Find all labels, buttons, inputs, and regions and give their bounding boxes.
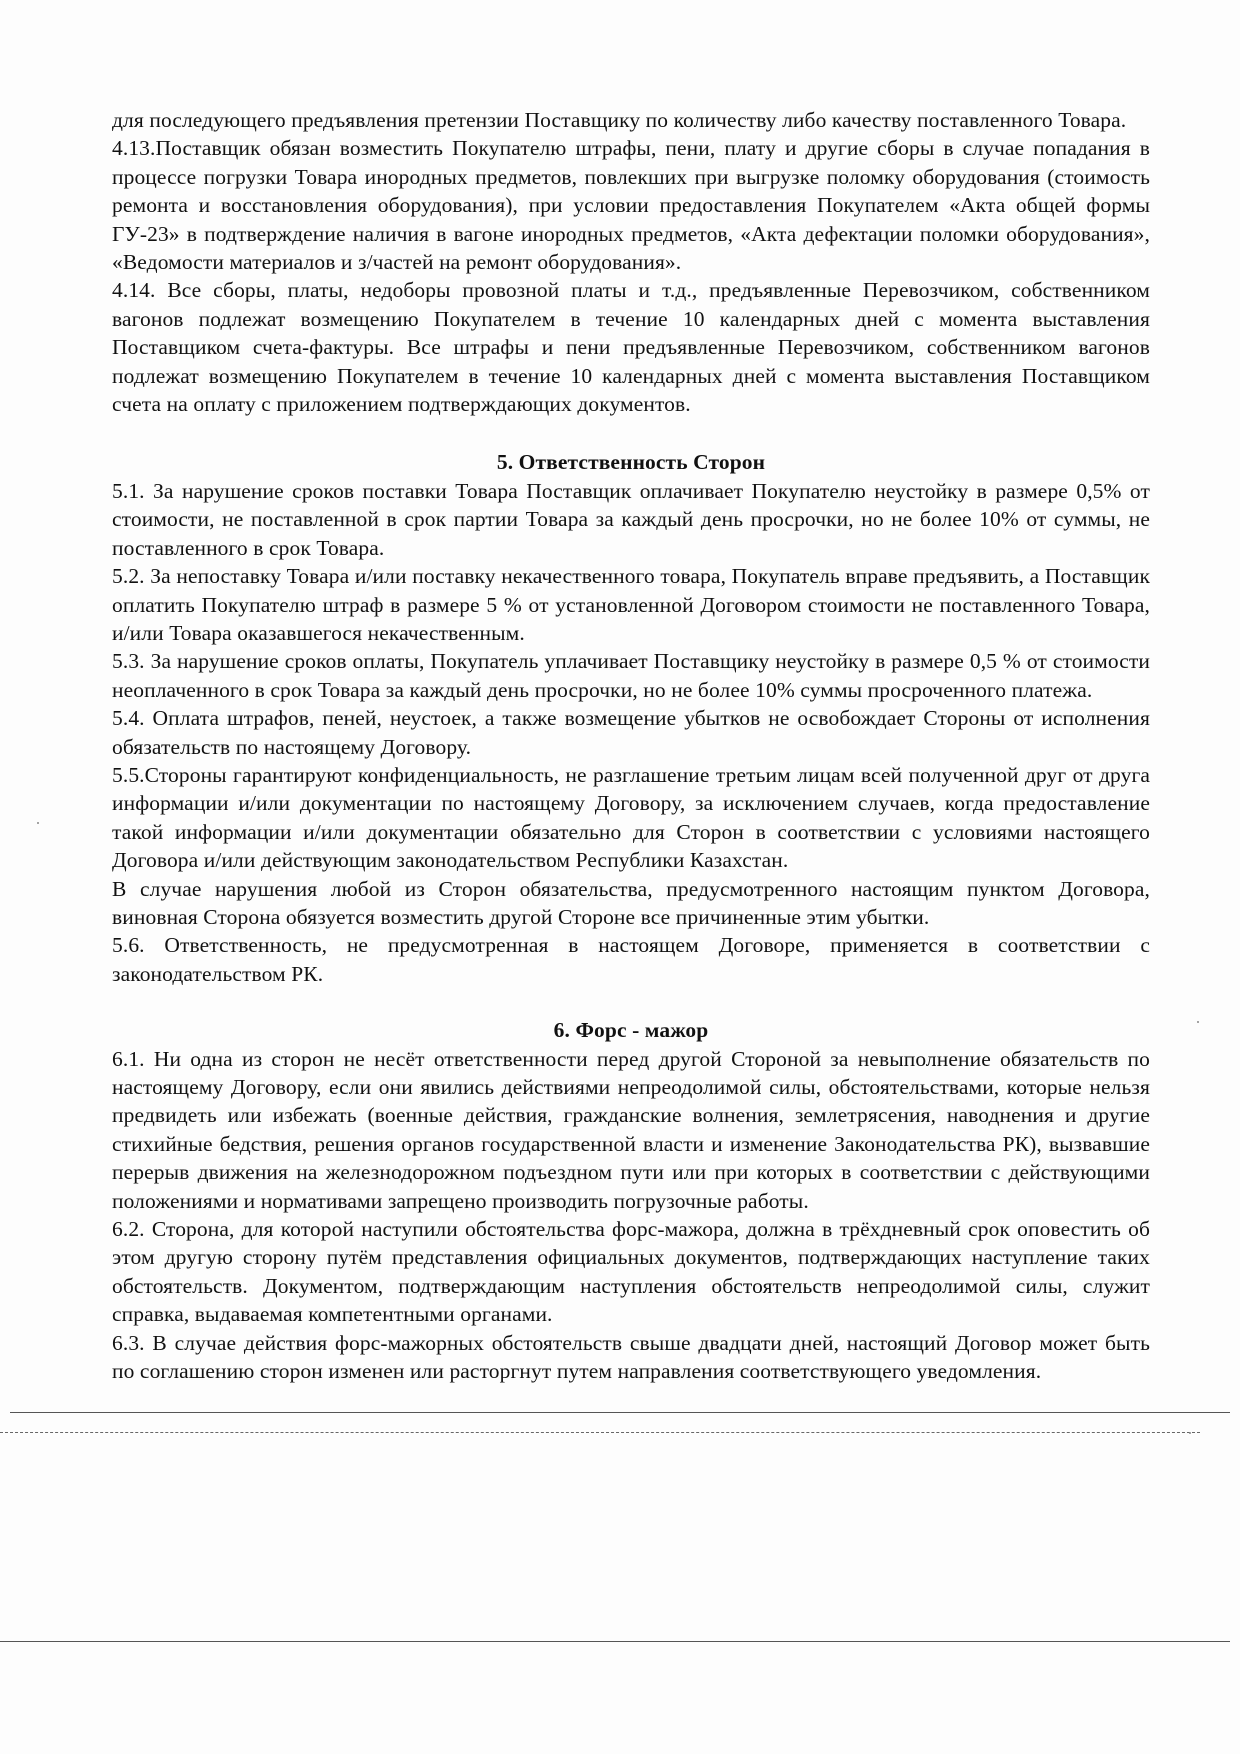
scan-speck: [1197, 1021, 1199, 1023]
scan-fold-dashed-line: [0, 1432, 1200, 1433]
paragraph-4-12-continuation: для последующего предъявления претензии Поставщику по количеству либо качеству поставленного Товара.: [112, 108, 1127, 132]
scan-speck: [37, 822, 39, 824]
section-5-heading: 5. Ответственность Сторон: [496, 450, 766, 475]
scan-fold-line: [10, 1412, 1230, 1413]
document-body: [112, 106, 1150, 1385]
paragraph-5-4: 5.4. Оплата штрафов, пеней, неустоек, а также возмещение убытков не освобождает Стороны от исполнения обязательств по настоящему Договору.: [112, 706, 1150, 759]
paragraph-5-5-addendum: В случае нарушения любой из Сторон обязательства, предусмотренного настоящим пунктом Договора, виновная Сторона обязуется возместить другой Стороне все причиненные этим убытки.: [112, 876, 1150, 929]
scan-bottom-line: [0, 1641, 1230, 1642]
paragraph-5-6: 5.6. Ответственность, не предусмотренная в настоящем Договоре, применяется в соответствии с законодательством РК.: [112, 933, 1150, 986]
paragraph-5-3: 5.3. За нарушение сроков оплаты, Покупатель уплачивает Поставщику неустойку в размере 0,5 % от стоимости неоплаченного в срок Товара за каждый день просрочки, но не более 10% суммы просроченного платежа.: [112, 649, 1150, 702]
paragraph-4-13: 4.13.Поставщик обязан возместить Покупателю штрафы, пени, плату и другие сборы в случае попадания в процессе погрузки Товара инородных предметов, повлекших при выгрузке поломку оборудования (стоимость ремонта и восстановления оборудования), при условии предоставления Покупателем «Акта общей формы ГУ-23» в подтверждение наличия в вагоне инородных предметов, «Акта дефектации поломки оборудования», «Ведомости материалов и з/частей на ремонт оборудования».: [112, 136, 1150, 275]
paragraph-6-2: 6.2. Сторона, для которой наступили обстоятельства форс-мажора, должна в трёхдневный срок оповестить об этом другую сторону путём представления официальных документов, подтверждающих наступление таких обстоятельств. Документом, подтверждающим наступления обстоятельств непреодолимой силы, служит справка, выдаваемая компетентными органами.: [112, 1217, 1150, 1327]
paragraph-6-1: 6.1. Ни одна из сторон не несёт ответственности перед другой Стороной за невыполнение обязательств по настоящему Договору, если они явились действиями непреодолимой силы, обстоятельствами, которые нельзя предвидеть или избежать (военные действия, гражданские волнения, землетрясения, наводнения и другие стихийные бедствия, решения органов государственной власти и изменение Законодательства РК), вызвавшие перерыв движения на железнодорожном подъездном пути или при которых в соответствии с действующими положениями и нормативами запрещено производить погрузочные работы.: [112, 1046, 1150, 1213]
paragraph-4-14: 4.14. Все сборы, платы, недоборы провозной платы и т.д., предъявленные Перевозчиком, собственником вагонов подлежат возмещению Покупателем в течение 10 календарных дней с момента выставления Поставщиком счета-фактуры. Все штрафы и пени предъявленные Перевозчиком, собственником вагонов подлежат возмещению Покупателем в течение 10 календарных дней с момента выставления Поставщиком счета на оплату с приложением подтверждающих документов.: [112, 278, 1150, 417]
section-6-heading: 6. Форс - мажор: [553, 1018, 709, 1043]
paragraph-5-2: 5.2. За непоставку Товара и/или поставку некачественного товара, Покупатель вправе предъявить, а Поставщик оплатить Покупателю штраф в размере 5 % от установленной Договором стоимости не поставленного Товара, и/или Товара оказавшегося некачественным.: [112, 564, 1150, 645]
scan-speck: [1189, 1432, 1191, 1434]
paragraph-5-1: 5.1. За нарушение сроков поставки Товара Поставщик оплачивает Покупателю неустойку в размере 0,5% от стоимости, не поставленной в срок партии Товара за каждый день просрочки, но не более 10% от суммы, не поставленного в срок Товара.: [112, 478, 1150, 560]
paragraph-5-5: 5.5.Стороны гарантируют конфиденциальность, не разглашение третьим лицам всей полученной друг от друга информации и/или документации по настоящему Договору, за исключением случаев, когда предоставление такой информации и/или документации обязательно для Сторон в соответствии с условиями настоящего Договора и/или действующим законодательством Республики Казахстан.: [112, 762, 1150, 873]
paragraph-6-3: 6.3. В случае действия форс-мажорных обстоятельств свыше двадцати дней, настоящий Договор может быть по соглашению сторон изменен или расторгнут путем направления соответствующего уведомления.: [112, 1330, 1150, 1384]
